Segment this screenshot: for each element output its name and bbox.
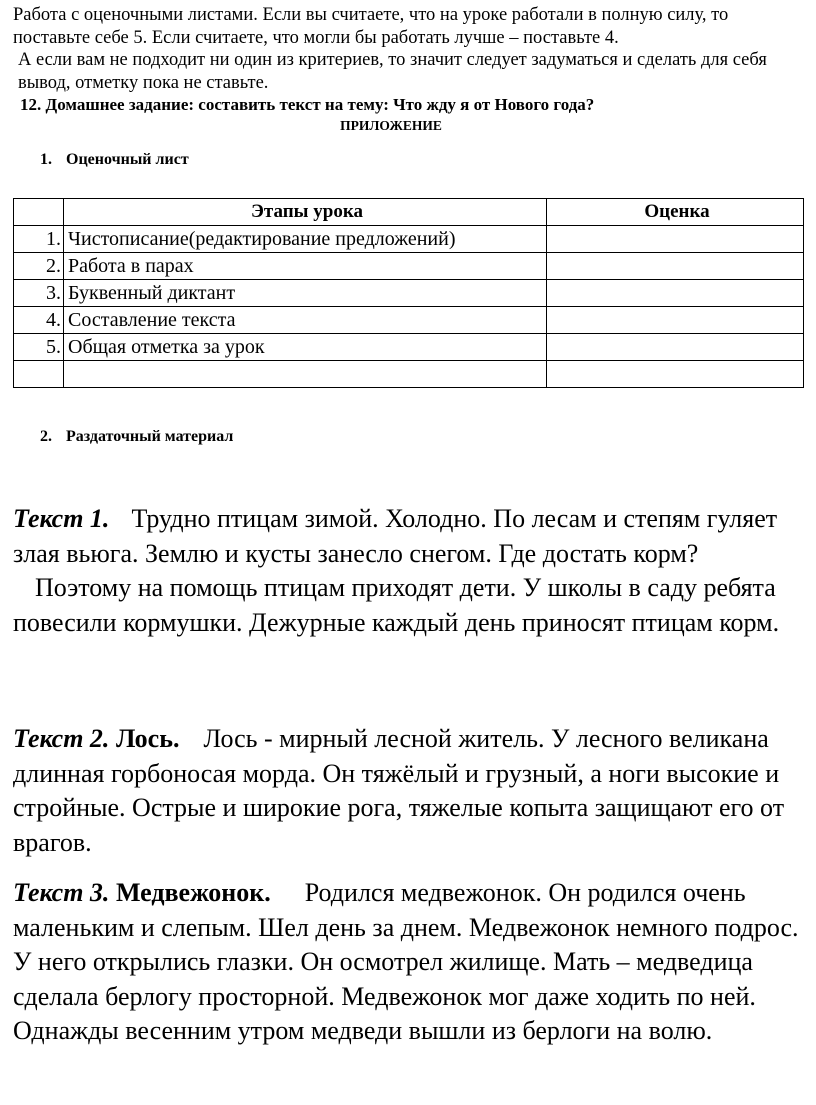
text-body: Трудно птицам зимой. Холодно. По лесам и степям гуляет злая вьюга. Землю и кусты занесло снегом. Где достать корм? [13, 504, 778, 568]
section-title-handout [40, 427, 233, 447]
table-row [14, 307, 804, 334]
section-title-grade-sheet [40, 150, 189, 170]
row-grade-cell[interactable] [547, 361, 804, 388]
row-grade-cell[interactable] [547, 307, 804, 334]
text-block-2 [13, 722, 803, 860]
text-body: Лось - мирный лесной житель. У лесного великана длинная горбоносая морда. Он тяжёлый и грузный, а ноги высокие и стройные. Острые и широкие рога, тяжелые копыта защищают его от врагов. [13, 724, 785, 857]
section-title: Раздаточный материал [66, 428, 234, 445]
row-stage: Чистописание(редактирование предложений) [64, 226, 547, 253]
row-number: 5. [14, 334, 64, 361]
text-subtitle: Медвежонок. [115, 878, 271, 907]
row-grade-cell[interactable] [547, 226, 804, 253]
table-row-empty [14, 361, 804, 388]
text-block-1 [13, 502, 803, 640]
header-grade: Оценка [547, 199, 804, 226]
text-label: Текст 3. [13, 878, 110, 907]
text-subtitle: Лось. [115, 724, 180, 753]
text-body: Родился медвежонок. Он родился очень маленьким и слепым. Шел день за днем. Медвежонок немного подрос. У него открылись глазки. Он осмотрел жилище. Мать – медведица сделала берлогу просторной. Медвежонок мог даже ходить по ней. Однажды весенним утром медведи вышли из берлоги на волю. [13, 878, 799, 1045]
table-row [14, 280, 804, 307]
row-stage: Работа в парах [64, 253, 547, 280]
text-block-3 [13, 876, 803, 1049]
table-header-row [14, 199, 804, 226]
row-number: 4. [14, 307, 64, 334]
text-label: Текст 1. [13, 504, 110, 533]
row-number: 2. [14, 253, 64, 280]
section-number: 2. [40, 428, 52, 445]
row-grade-cell[interactable] [547, 253, 804, 280]
section-number: 1. [40, 151, 52, 168]
section-title: Оценочный лист [66, 151, 189, 168]
row-stage: Общая отметка за урок [64, 334, 547, 361]
intro-paragraph-1: Работа с оценочными листами. Если вы считаете, что на уроке работали в полную силу, то поставьте себе 5. Если считаете, что могли бы работать лучше – поставьте 4. [13, 5, 729, 48]
text-paragraph: Поэтому на помощь птицам приходят дети. У школы в саду ребята повесили кормушки. Дежурные каждый день приносят птицам корм. [13, 573, 780, 637]
homework-assignment: 12. Домашнее задание: составить текст на тему: Что жду я от Нового года? [20, 95, 595, 114]
row-stage: Составление текста [64, 307, 547, 334]
header-number-cell [14, 199, 64, 226]
row-grade-cell[interactable] [547, 334, 804, 361]
row-grade-cell[interactable] [547, 280, 804, 307]
row-stage [64, 361, 547, 388]
table-row [14, 334, 804, 361]
row-number: 3. [14, 280, 64, 307]
text-paragraph [13, 502, 803, 571]
appendix-title: ПРИЛОЖЕНИЕ [340, 118, 442, 133]
text-label: Текст 2. [13, 724, 110, 753]
grade-sheet-table [13, 198, 804, 388]
row-number: 1. [14, 226, 64, 253]
intro-instructions [13, 4, 803, 94]
header-stages: Этапы урока [64, 199, 547, 226]
intro-paragraph-2: А если вам не подходит ни один из критериев, то значит следует задуматься и сделать для себя вывод, отметку пока не ставьте. [18, 50, 767, 93]
row-number [14, 361, 64, 388]
text-paragraph [13, 876, 803, 1049]
table-row [14, 253, 804, 280]
text-paragraph [13, 722, 803, 860]
row-stage: Буквенный диктант [64, 280, 547, 307]
table-row [14, 226, 804, 253]
